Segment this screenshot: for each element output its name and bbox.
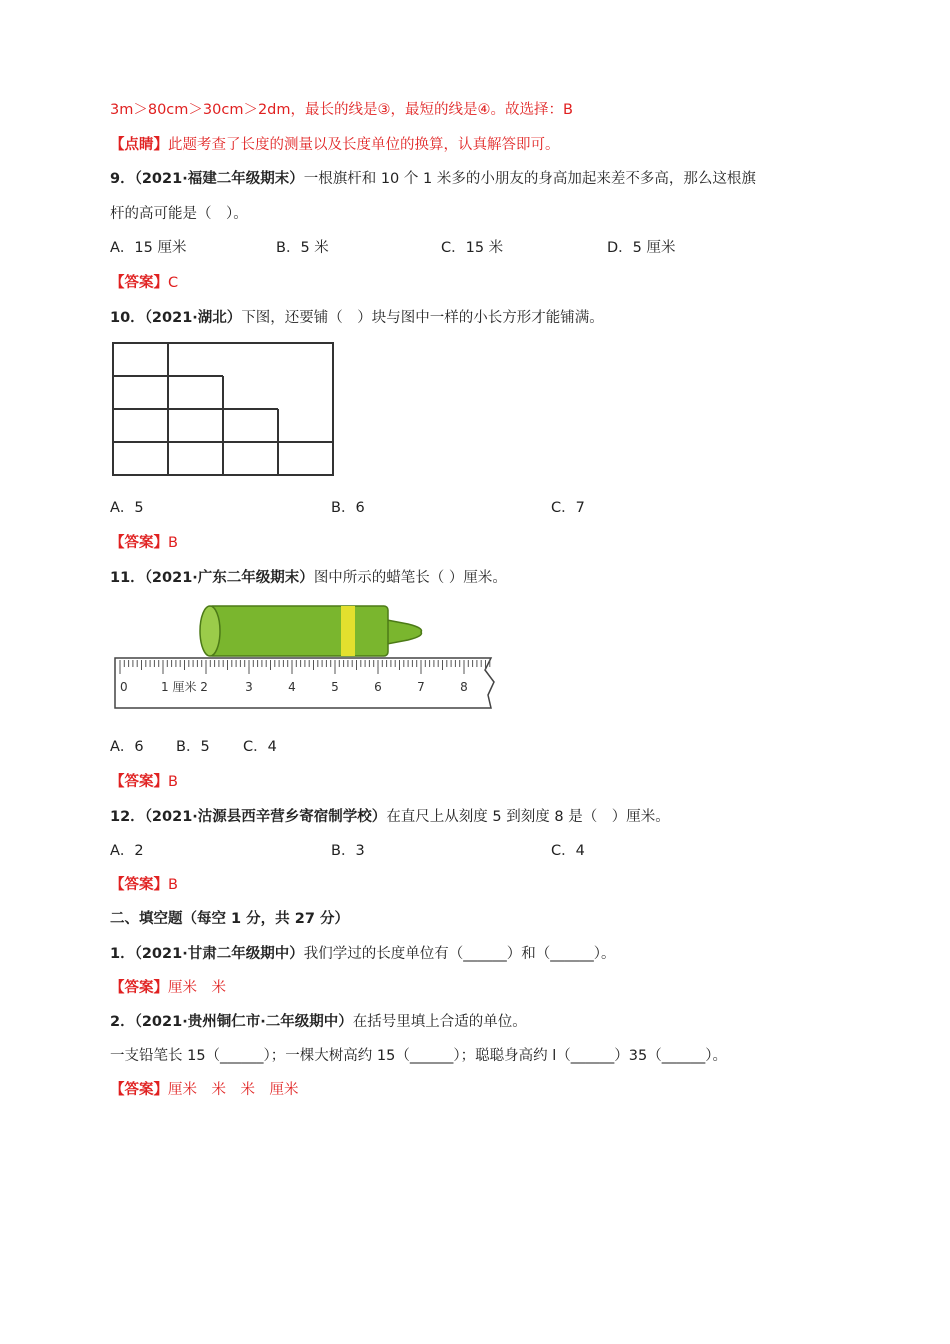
option-b: B．3 xyxy=(331,843,365,859)
answer-value: B xyxy=(168,877,178,893)
answer-value: B xyxy=(168,535,178,551)
question-source: （2021·福建二年级期末） xyxy=(134,171,304,187)
fill-answer-1 xyxy=(110,978,226,998)
answer-value: C xyxy=(168,275,179,291)
ruler-label: 0 xyxy=(120,680,128,694)
question-number: 11． xyxy=(110,570,145,586)
question-source: （2021·湖北） xyxy=(144,310,242,326)
fill-answer-2 xyxy=(110,1080,299,1100)
question-11 xyxy=(110,568,507,588)
fill-question-2-line: 一支铅笔长 15（______）；一棵大树高约 15（______）；聪聪身高约 l（______）35（______）。 xyxy=(110,1048,727,1064)
answer-value: 厘米 米 米 厘米 xyxy=(168,1082,299,1098)
answer-value: 厘米 米 xyxy=(168,980,226,996)
question-9-cont: 杆的高可能是（ ）。 xyxy=(110,206,248,222)
question-number: 10． xyxy=(110,310,145,326)
explanation-line: 3m＞80cm＞30cm＞2dm，最长的线是③，最短的线是④。故选择：B xyxy=(110,102,573,118)
question-number: 2． xyxy=(110,1014,135,1030)
option-a: A．5 xyxy=(110,500,144,516)
question-text: 一根旗杆和 10 个 1 米多的小朋友的身高加起来差不多高，那么这根旗 xyxy=(303,171,756,187)
note-line xyxy=(110,135,560,155)
question-12 xyxy=(110,807,670,827)
question-text: 下图，还要铺（ ）块与图中一样的小长方形才能铺满。 xyxy=(241,310,604,326)
option-b: B．5 米 xyxy=(276,240,329,256)
question-source: （2021·沽源县西辛营乡寄宿制学校） xyxy=(144,809,387,825)
answer-value: B xyxy=(168,774,178,790)
note-text: 此题考查了长度的测量以及长度单位的换算，认真解答即可。 xyxy=(168,137,560,153)
ruler-label: 4 xyxy=(288,680,296,694)
question-number: 1． xyxy=(110,946,135,962)
note-tag: 【点睛】 xyxy=(110,137,168,153)
fill-question-1 xyxy=(110,944,615,964)
question-source: （2021·甘肃二年级期中） xyxy=(134,946,304,962)
option-d: D．5 厘米 xyxy=(607,240,676,256)
ruler-label: 6 xyxy=(374,680,382,694)
answer-10 xyxy=(110,533,178,553)
answer-12 xyxy=(110,875,178,895)
answer-tag: 【答案】 xyxy=(110,980,168,996)
option-a: A．15 厘米 xyxy=(110,240,187,256)
option-a: A．6 xyxy=(110,739,144,755)
ruler-label: 1 厘米 2 xyxy=(161,680,208,694)
crayon-illustration xyxy=(200,606,421,656)
question-text: 在直尺上从刻度 5 到刻度 8 是（ ）厘米。 xyxy=(386,809,670,825)
section-title: 二、填空题（每空 1 分，共 27 分） xyxy=(110,911,349,927)
ruler-label: 8 xyxy=(460,680,468,694)
option-a: A．2 xyxy=(110,843,144,859)
question-text: 图中所示的蜡笔长（ ）厘米。 xyxy=(313,570,507,586)
question-number: 9． xyxy=(110,171,135,187)
option-c: C．4 xyxy=(243,739,277,755)
option-c: C．4 xyxy=(551,843,585,859)
ruler-label: 5 xyxy=(331,680,339,694)
question-10 xyxy=(110,308,604,328)
answer-11 xyxy=(110,772,178,792)
question-source: （2021·广东二年级期末） xyxy=(144,570,314,586)
option-b: B．6 xyxy=(331,500,365,516)
question-text: 在括号里填上合适的单位。 xyxy=(352,1014,527,1030)
option-c: C．15 米 xyxy=(441,240,504,256)
rectangle-tiling-figure xyxy=(110,340,338,480)
option-b: B．5 xyxy=(176,739,210,755)
answer-tag: 【答案】 xyxy=(110,1082,168,1098)
question-source: （2021·贵州铜仁市·二年级期中） xyxy=(134,1014,353,1030)
ruler-label: 3 xyxy=(245,680,253,694)
question-9 xyxy=(110,169,756,189)
answer-tag: 【答案】 xyxy=(110,877,168,893)
answer-9 xyxy=(110,273,178,293)
answer-tag: 【答案】 xyxy=(110,275,168,291)
answer-tag: 【答案】 xyxy=(110,774,168,790)
option-c: C．7 xyxy=(551,500,585,516)
answer-tag: 【答案】 xyxy=(110,535,168,551)
question-text: 我们学过的长度单位有（______）和（______）。 xyxy=(303,946,616,962)
crayon-ruler-figure xyxy=(108,600,503,715)
question-number: 12． xyxy=(110,809,145,825)
ruler-label: 7 xyxy=(417,680,425,694)
fill-question-2 xyxy=(110,1012,527,1032)
